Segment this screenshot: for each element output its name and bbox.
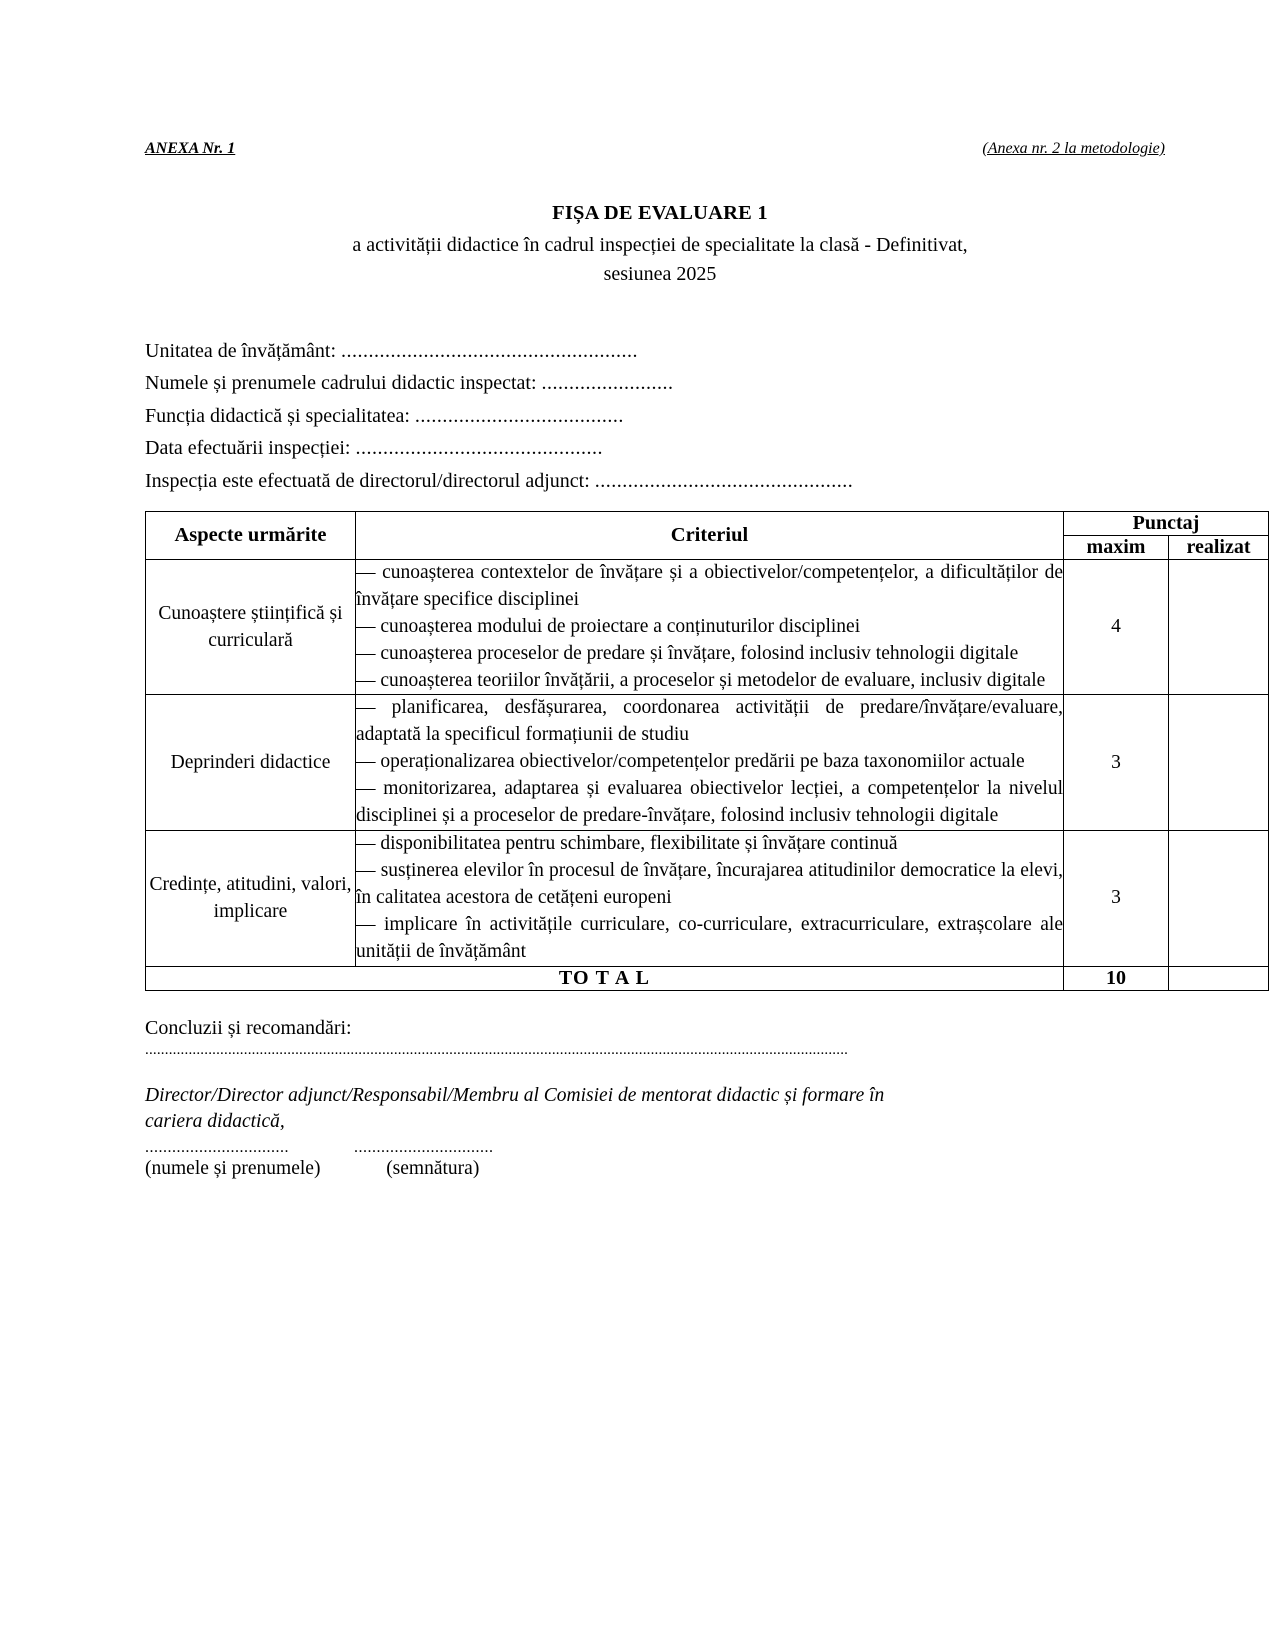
criterion-item: — cunoașterea teoriilor învățării, a proceselor și metodelor de evaluare, inclusiv digitale	[356, 669, 1046, 691]
row-maxim-1: 4	[1064, 559, 1169, 695]
signature-dots	[145, 1139, 1175, 1157]
field-unitate-input[interactable]: ......................................................	[341, 340, 639, 362]
signature-sign-input[interactable]: ...............................	[354, 1139, 494, 1157]
field-nume-label: Numele și prenumele cadrului didactic inspectat:	[145, 372, 537, 395]
field-data-input[interactable]: .............................................	[355, 437, 603, 460]
header-criteriu: Criteriul	[356, 511, 1064, 559]
label-signature: (semnătura)	[386, 1158, 480, 1180]
criterion-item: — cunoașterea modului de proiectare a conținuturilor disciplinei	[356, 615, 861, 637]
field-data	[145, 432, 1175, 464]
annex-number: ANEXA Nr. 1	[145, 140, 236, 157]
row-realizat-2[interactable]	[1169, 695, 1269, 831]
criterion-item: — susținerea elevilor în procesul de învățare, încurajarea atitudinilor democratice la elevi, în calitatea acestora de cetățeni europeni	[356, 859, 1063, 908]
table-row	[146, 559, 1269, 695]
field-nume-input[interactable]: ........................	[541, 372, 674, 395]
field-unitate	[145, 335, 1175, 367]
table-row	[146, 831, 1269, 967]
signature-role-line2: cariera didactică,	[145, 1110, 285, 1132]
table-header-row	[146, 511, 1269, 535]
header-maxim: maxim	[1064, 535, 1169, 559]
criterion-item: — monitorizarea, adaptarea și evaluarea obiectivelor lecției, a competențelor la nivelul disciplinei și a proceselor de predare-învățare, folosind inclusiv tehnologii digitale	[356, 778, 1063, 827]
row-maxim-2: 3	[1064, 695, 1169, 831]
page-title: FIȘA DE EVALUARE 1	[552, 202, 768, 224]
evaluation-table	[145, 511, 1269, 991]
row-aspect-2: Deprinderi didactice	[146, 695, 356, 831]
total-maxim: 10	[1064, 966, 1169, 990]
header-realizat: realizat	[1169, 535, 1269, 559]
signature-name-input[interactable]: ................................	[145, 1139, 289, 1157]
row-realizat-3[interactable]	[1169, 831, 1269, 967]
field-inspector	[145, 465, 1175, 497]
criterion-item: — operaționalizarea obiectivelor/competențelor predării pe baza taxonomiilor actuale	[356, 751, 1025, 773]
criterion-item: — disponibilitatea pentru schimbare, flexibilitate și învățare continuă	[356, 833, 898, 855]
row-criteria-3	[356, 831, 1064, 967]
total-realizat[interactable]	[1169, 966, 1269, 990]
row-aspect-1: Cunoaștere științifică și curriculară	[146, 559, 356, 695]
field-inspector-label: Inspecția este efectuată de directorul/directorul adjunct:	[145, 469, 590, 492]
criterion-item: — cunoașterea contextelor de învățare și a obiectivelor/competențelor, a dificultăților de învățare specifice disciplinei	[356, 561, 1063, 610]
field-inspector-input[interactable]: ...............................................	[594, 469, 854, 492]
field-functie	[145, 400, 1175, 432]
signature-labels	[145, 1158, 1175, 1180]
field-functie-label: Funcția didactică și specialitatea:	[145, 404, 410, 427]
row-realizat-1[interactable]	[1169, 559, 1269, 695]
row-criteria-1	[356, 559, 1064, 695]
form-fields	[145, 335, 1175, 497]
conclusions-label: Concluzii și recomandări:	[145, 1016, 352, 1039]
criterion-item: — planificarea, desfășurarea, coordonarea activității de predare/învățare/evaluare, adaptată la specificul formațiunii de studiu	[356, 697, 1063, 746]
field-data-label: Data efectuării inspecției:	[145, 437, 351, 460]
row-criteria-2	[356, 695, 1064, 831]
signature-role-line1: Director/Director adjunct/Responsabil/Membru al Comisiei de mentorat didactic și formare în	[145, 1084, 885, 1106]
header-punctaj: Punctaj	[1064, 511, 1269, 535]
conclusions-input[interactable]: ..................................................................................................................................................................................	[145, 1041, 849, 1058]
page-content	[145, 140, 1251, 1180]
field-unitate-label: Unitatea de învățământ:	[145, 340, 337, 362]
document-header	[145, 140, 1175, 158]
header-aspect: Aspecte urmărite	[146, 511, 356, 559]
total-label: TO T A L	[146, 966, 1064, 990]
page-subtitle-line1: a activității didactice în cadrul inspecției de specialitate la clasă - Definitivat,	[352, 234, 968, 256]
criterion-item: — cunoașterea proceselor de predare și învățare, folosind inclusiv tehnologii digitale	[356, 642, 1019, 664]
field-functie-input[interactable]: ......................................	[414, 404, 624, 427]
label-name: (numele și prenumele)	[145, 1158, 321, 1180]
row-aspect-3: Credințe, atitudini, valori, implicare	[146, 831, 356, 967]
annex-reference: (Anexa nr. 2 la metodologie)	[982, 140, 1165, 157]
table-row	[146, 695, 1269, 831]
document-footer	[145, 1017, 1175, 1181]
table-total-row	[146, 966, 1269, 990]
field-nume	[145, 367, 1175, 399]
row-maxim-3: 3	[1064, 831, 1169, 967]
criterion-item: — implicare în activitățile curriculare, co-curriculare, extracurriculare, extrașcolare ale unității de învățământ	[356, 913, 1063, 962]
page-subtitle-line2: sesiunea 2025	[603, 263, 717, 285]
